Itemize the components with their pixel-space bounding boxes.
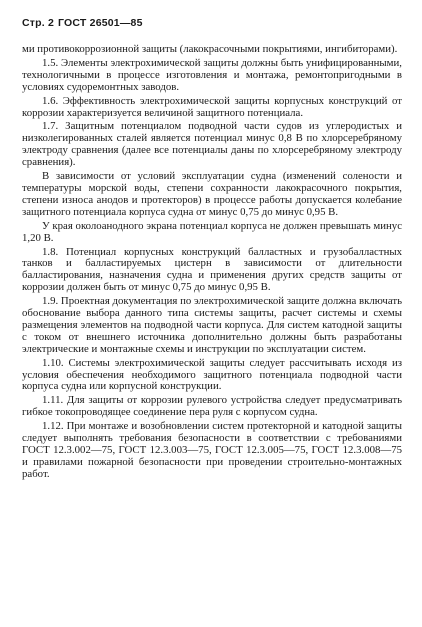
- standard-number: ГОСТ 26501—85: [58, 17, 143, 29]
- paragraph-1-11: 1.11. Для защиты от коррозии рулевого устройства следует предусматривать гибкое токопроводящее соединение пера руля с корпусом судна.: [22, 394, 402, 419]
- paragraph-1-12: 1.12. При монтаже и возобновлении систем протекторной и катодной защиты следует выполнять требования безопасности в соответствии с требованиями ГОСТ 12.3.002—75, ГОСТ 12.3.003—75, ГОСТ 12.3.005—75, ГОСТ 12.3.008—75 и правилами пожарной безопасности при проведении строительно-монтажных работ.: [22, 420, 402, 480]
- document-body: [22, 44, 402, 483]
- page-number: Стр. 2: [22, 17, 55, 29]
- paragraph-1-7-conditions: В зависимости от условий эксплуатации судна (изменений солености и температуры морской воды, степени сохранности лакокрасочного покрытия, степени износа анодов и протекторов) в процессе работы допускается колебание защитного потенциала корпуса судна от минус 0,75 до минус 0,95 В.: [22, 170, 402, 218]
- paragraph-1-7: 1.7. Защитным потенциалом подводной части судов из углеродистых и низколегированных сталей является потенциал минус 0,8 В по хлорсеребряному электроду сравнения (далее все потенциалы даны по хлорсеребряному электроду сравнения).: [22, 120, 402, 169]
- paragraph-1-9: 1.9. Проектная документация по электрохимической защите должна включать обоснование выбора данного типа системы защиты, расчет системы и схемы размещения элементов на подводной части корпуса. Для систем катодной защиты с током от внешнего источника дополнительно должны быть разработаны электрические и монтажные схемы и инструкции по эксплуатации систем.: [22, 295, 402, 355]
- paragraph-1-7-anode-screen: У края околоанодного экрана потенциал корпуса не должен превышать минус 1,20 В.: [22, 219, 402, 244]
- page-header: [22, 17, 143, 29]
- paragraph-1-10: 1.10. Системы электрохимической защиты следует рассчитывать исходя из условия обеспечения необходимого защитного потенциала подводной части корпуса судна или корпусной конструкции.: [22, 356, 402, 393]
- paragraph-1-8: 1.8. Потенциал корпусных конструкций балластных и грузобалластных танков и балластируемых цистерн в зависимости от длительности балластирования, назначения судна и применения других средств защиты от коррозии должен быть от минус 0,75 до минус 0,95 В.: [22, 245, 402, 294]
- paragraph-continuation: ми противокоррозионной защиты (лакокрасочными покрытиями, ингибиторами).: [22, 43, 398, 55]
- paragraph-1-5: 1.5. Элементы электрохимической защиты должны быть унифицированными, технологичными в процессе изготовления и монтажа, ремонтопригодными в условиях судоремонтных заводов.: [22, 56, 402, 93]
- paragraph-1-6: 1.6. Эффективность электрохимической защиты корпусных конструкций от коррозии характеризуется величиной защитного потенциала.: [22, 94, 402, 119]
